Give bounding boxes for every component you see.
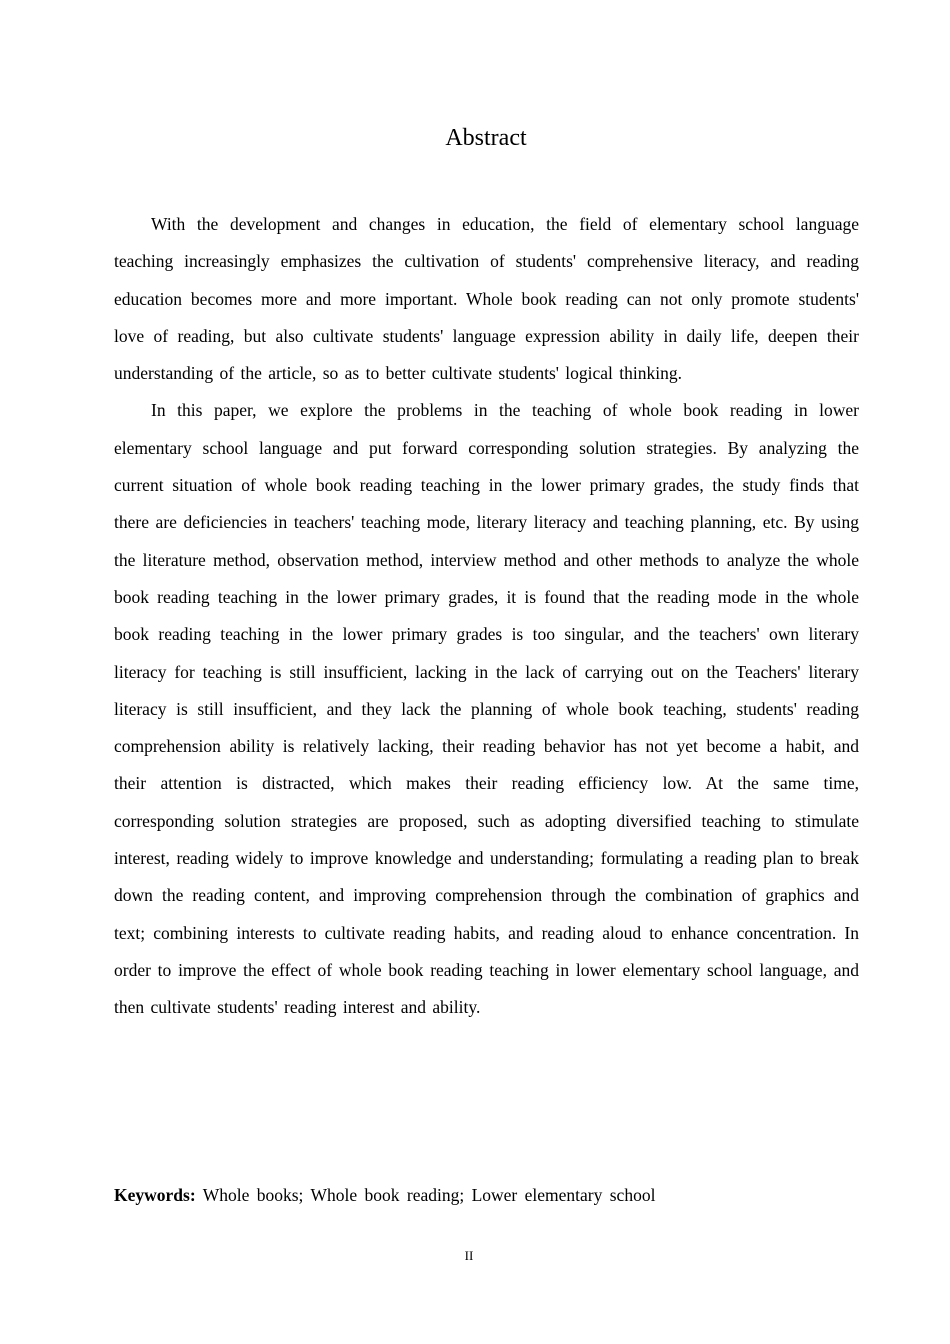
abstract-paragraph-1: With the development and changes in education, the field of elementary school language teaching increasingly emphasizes the cultivation of students' comprehensive literacy, and reading education becomes more and more important. Whole book reading can not only promote students' love of reading, but also cultivate students' language expression ability in daily life, deepen their understanding of the article, so as to better cultivate students' logical thinking. (114, 214, 859, 384)
abstract-title: Abstract (445, 125, 527, 151)
keywords-text: Whole books; Whole book reading; Lower elementary school (202, 1185, 656, 1205)
keywords-line (114, 1180, 655, 1210)
abstract-body (114, 206, 859, 1027)
keywords-label: Keywords: (114, 1185, 196, 1205)
page-number: II (464, 1248, 474, 1263)
abstract-paragraph-2: In this paper, we explore the problems in the teaching of whole book reading in lower elementary school language and put forward corresponding solution strategies. By analyzing the current situation of whole book reading teaching in the lower primary grades, the study finds that there are deficiencies in teachers' teaching mode, literary literacy and teaching planning, etc. By using the literature method, observation method, interview method and other methods to analyze the whole book reading teaching in the lower primary grades, it is found that the reading mode in the whole book reading teaching in the lower primary grades is too singular, and the teachers' own literary literacy for teaching is still insufficient, lacking in the lack of carrying out on the Teachers' literary literacy is still insufficient, and they lack the planning of whole book teaching, students' reading comprehension ability is relatively lacking, their reading behavior has not yet become a habit, and their attention is distracted, which makes their reading efficiency low. At the same time, corresponding solution strategies are proposed, such as adopting diversified teaching to stimulate interest, reading widely to improve knowledge and understanding; formulating a reading plan to break down the reading content, and improving comprehension through the combination of graphics and text; combining interests to cultivate reading habits, and reading aloud to enhance concentration. In order to improve the effect of whole book reading teaching in lower elementary school language, and then cultivate students' reading interest and ability. (114, 400, 859, 1018)
